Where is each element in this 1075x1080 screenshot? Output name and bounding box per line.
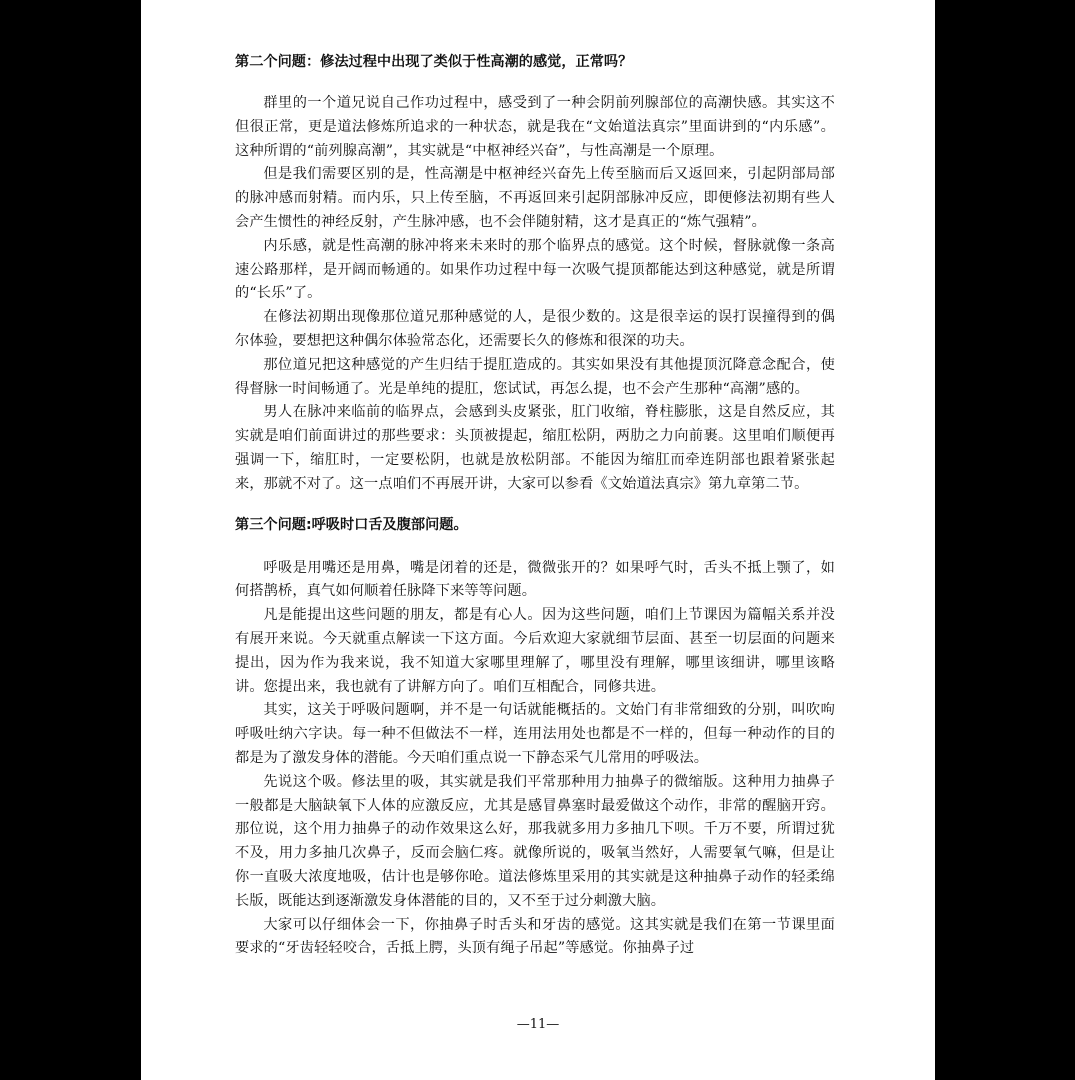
page-number: —11— bbox=[516, 1017, 560, 1032]
section-2-paragraph: 那位道兄把这种感觉的产生归结于提肛造成的。其实如果没有其他提顶沉降意念配合，使得督脉一时间畅通了。光是单纯的提肛，您试试，再怎么提，也不会产生那种“高潮”感的。 bbox=[235, 356, 835, 397]
section-3-paragraph: 大家可以仔细体会一下，你抽鼻子时舌头和牙齿的感觉。这其实就是我们在第一节课里面要求的“牙齿轻轻咬合，舌抵上腭，头顶有绳子吊起”等感觉。你抽鼻子过 bbox=[235, 916, 835, 957]
section-3-paragraph: 呼吸是用嘴还是用鼻，嘴是闭着的还是，微微张开的？如果呼气时，舌头不抵上颚了，如何搭鹊桥，真气如何顺着任脉降下来等等问题。 bbox=[235, 559, 835, 600]
page-content bbox=[235, 52, 835, 961]
section-2-paragraph: 内乐感，就是性高潮的脉冲将来未来时的那个临界点的感觉。这个时候，督脉就像一条高速公路那样，是开阔而畅通的。如果作功过程中每一次吸气提顶都能达到这种感觉，就是所谓的“长乐”了。 bbox=[235, 237, 835, 302]
section-2-paragraph: 男人在脉冲来临前的临界点，会感到头皮紧张，肛门收缩，脊柱膨胀，这是自然反应，其实就是咱们前面讲过的那些要求：头顶被提起，缩肛松阴，两肋之力向前裹。这里咱们顺便再强调一下，缩肛时，一定要松阴，也就是放松阴部。不能因为缩肛而牵连阴部也跟着紧张起来，那就不对了。这一点咱们不再展开讲，大家可以参看《文始道法真宗》第九章第二节。 bbox=[235, 404, 835, 492]
section-2-paragraph: 但是我们需要区别的是，性高潮是中枢神经兴奋先上传至脑而后又返回来，引起阴部局部的脉冲感而射精。而内乐，只上传至脑，不再返回来引起阴部脉冲反应，即便修法初期有些人会产生惯性的神经反射，产生脉冲感，也不会伴随射精，这才是真正的“炼气强精”。 bbox=[235, 166, 835, 230]
section-3-paragraph: 先说这个吸。修法里的吸，其实就是我们平常那种用力抽鼻子的微缩版。这种用力抽鼻子一般都是大脑缺氧下人体的应激反应，尤其是感冒鼻塞时最爱做这个动作，非常的醒脑开窍。那位说，这个用力抽鼻子的动作效果这么好，那我就多用力多抽几下呗。千万不要，所谓过犹不及，用力多抽几次鼻子，反而会脑仁疼。就像所说的，吸氧当然好，人需要氧气嘛，但是让你一直吸大浓度地吸，估计也是够你呛。道法修炼里采用的其实就是这种抽鼻子动作的轻柔绵长版，既能达到逐渐激发身体潜能的目的，又不至于过分刺激大脑。 bbox=[235, 773, 835, 909]
section-2-title: 第二个问题：修法过程中出现了类似于性高潮的感觉，正常吗？ bbox=[235, 54, 633, 70]
document-page bbox=[141, 0, 935, 1080]
section-3-title: 第三个问题:呼吸时口舌及腹部问题。 bbox=[235, 516, 468, 533]
section-2-paragraph: 在修法初期出现像那位道兄那种感觉的人，是很少数的。这是很幸运的误打误撞得到的偶尔体验，要想把这种偶尔体验常态化，还需要长久的修炼和很深的功夫。 bbox=[235, 309, 835, 349]
section-3-paragraph: 其实，这关于呼吸问题啊，并不是一句话就能概括的。文始门有非常细致的分别，叫吹呴呼吸吐纳六字诀。每一种不但做法不一样，连用法用处也都是不一样的，但每一种动作的目的都是为了激发身体的潜能。今天咱们重点说一下静态采气儿常用的呼吸法。 bbox=[235, 702, 835, 766]
section-2-paragraph: 群里的一个道兄说自己作功过程中，感受到了一种会阴前列腺部位的高潮快感。其实这不但很正常，更是道法修炼所追求的一种状态，就是我在“文始道法真宗”里面讲到的“内乐感”。这种所谓的“前列腺高潮”，其实就是“中枢神经兴奋”，与性高潮是一个原理。 bbox=[235, 95, 835, 159]
section-3-paragraph: 凡是能提出这些问题的朋友，都是有心人。因为这些问题，咱们上节课因为篇幅关系并没有展开来说。今天就重点解读一下这方面。今后欢迎大家就细节层面、甚至一切层面的问题来提出，因为作为我来说，我不知道大家哪里理解了，哪里没有理解，哪里该细讲，哪里该略讲。您提出来，我也就有了讲解方向了。咱们互相配合，同修共进。 bbox=[235, 607, 835, 695]
